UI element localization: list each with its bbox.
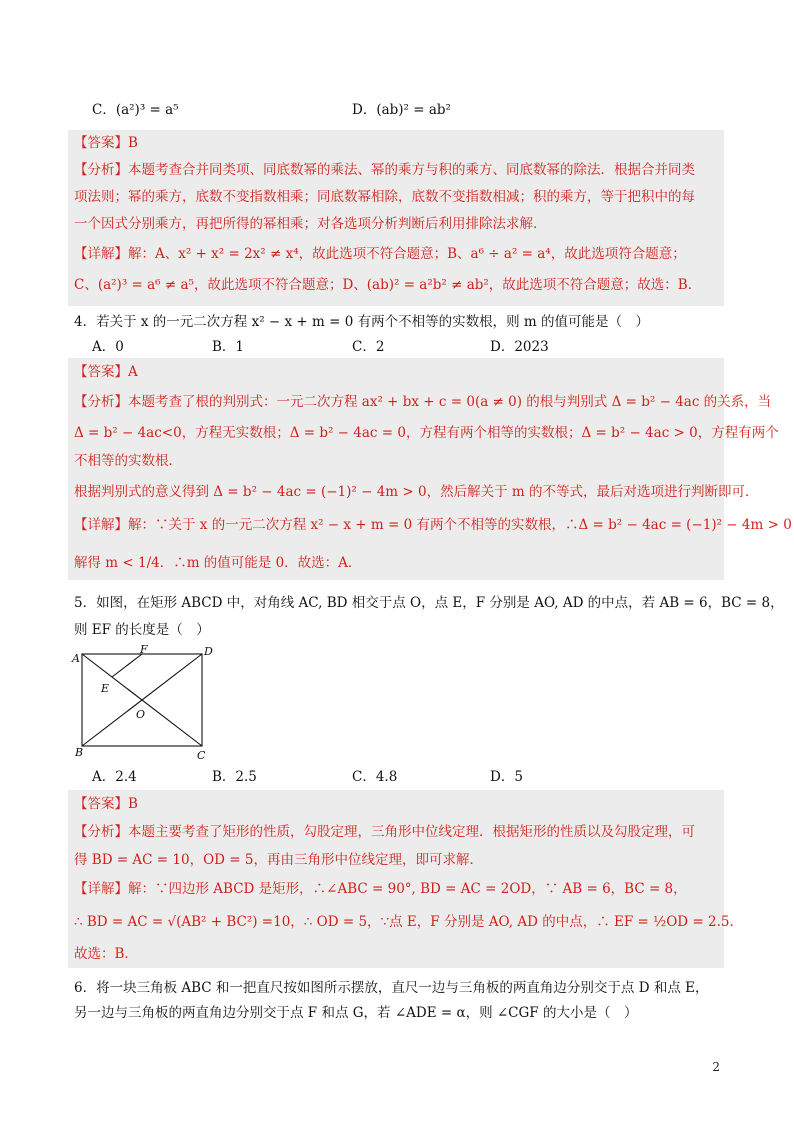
label-d: D <box>204 645 213 658</box>
q3-option-d: D．(ab)² = ab² <box>352 102 451 118</box>
q5-stem-line: 则 EF 的长度是（ ） <box>74 622 210 638</box>
q4-analysis-line: 【分析】本题考查了根的判别式：一元二次方程 ax² + bx + c = 0(a ≠ 0) 的根与判别式 Δ = b² − 4ac 的关系，当 <box>74 394 772 410</box>
label-c: C <box>197 749 206 762</box>
q4-analysis-line: 根据判别式的意义得到 Δ = b² − 4ac = (−1)² − 4m > 0，然后解关于 m 的不等式，最后对选项进行判断即可． <box>74 484 759 500</box>
q3-answer: 【答案】B <box>74 135 138 151</box>
q5-detail-line: 故选：B． <box>74 946 138 962</box>
label-o: O <box>136 708 146 721</box>
q5-detail-line: ∴ BD = AC = √(AB² + BC²) =10，∴ OD = 5，∵点 E，F 分别是 AO, AD 的中点，∴ EF = ½OD = 2.5． <box>74 914 743 930</box>
segment-ef <box>112 654 142 677</box>
label-a: A <box>72 652 80 665</box>
q6-stem-line: 另一边与三角板的两直角边分别交于点 F 和点 G，若 ∠ADE = α，则 ∠CGF 的大小是（ ） <box>74 1005 638 1021</box>
rectangle-diagram <box>70 642 220 764</box>
page-number: 2 <box>712 1060 720 1074</box>
q3-analysis-line: 项法则；幂的乘方，底数不变指数相乘；同底数幂相除，底数不变指数相减；积的乘方，等于把积中的每 <box>74 189 695 205</box>
q4-option-d: D．2023 <box>490 339 549 355</box>
label-e: E <box>101 682 110 695</box>
q4-stem: 4．若关于 x 的一元二次方程 x² − x + m = 0 有两个不相等的实数根，则 m 的值可能是（ ） <box>74 314 649 330</box>
q4-detail-line: 解得 m < 1/4．∴m 的值可能是 0．故选：A． <box>74 555 362 571</box>
q5-answer: 【答案】B <box>74 796 138 812</box>
q5-detail-line: 【详解】解：∵四边形 ABCD 是矩形，∴∠ABC = 90°, BD = AC = 2OD，∵ AB = 6，BC = 8， <box>74 881 687 897</box>
q5-option-c: C．4.8 <box>352 769 398 785</box>
q3-analysis-line: 一个因式分别乘方，再把所得的幂相乘；对各选项分析判断后利用排除法求解． <box>74 216 547 232</box>
q5-option-d: D．5 <box>490 769 523 785</box>
q3-analysis-line: 【分析】本题考查合并同类项、同底数幂的乘法、幂的乘方与积的乘方、同底数幂的除法．根据合并同类 <box>74 162 695 178</box>
label-f: F <box>140 643 148 656</box>
q4-option-b: B．1 <box>212 339 245 355</box>
q4-analysis-line: 不相等的实数根． <box>74 453 182 469</box>
q6-stem-line: 6．将一块三角板 ABC 和一把直尺按如图所示摆放，直尺一边与三角板的两直角边分别交于点 D 和点 E， <box>74 980 709 996</box>
q3-detail-line: 【详解】解：A、x² + x² = 2x² ≠ x⁴，故此选项不符合题意；B、a⁶ ÷ a² = a⁴，故此选项符合题意； <box>74 246 686 262</box>
q4-analysis-line: Δ = b² − 4ac<0，方程无实数根；Δ = b² − 4ac = 0，方程有两个相等的实数根；Δ = b² − 4ac > 0，方程有两个 <box>74 425 779 441</box>
q4-option-a: A．0 <box>92 339 124 355</box>
q4-answer: 【答案】A <box>74 364 138 380</box>
q3-option-c: C．(a²)³ = a⁵ <box>92 102 179 118</box>
q5-option-b: B．2.5 <box>212 769 257 785</box>
label-b: B <box>75 746 84 759</box>
q3-detail-line: C、(a²)³ = a⁶ ≠ a⁵，故此选项不符合题意；D、(ab)² = a²b² ≠ ab²，故此选项不符合题意；故选：B． <box>74 277 702 293</box>
q5-stem-line: 5．如图，在矩形 ABCD 中，对角线 AC, BD 相交于点 O，点 E，F 分别是 AO, AD 的中点，若 AB = 6，BC = 8， <box>74 595 784 611</box>
q5-option-a: A．2.4 <box>92 769 137 785</box>
q4-detail-line: 【详解】解：∵关于 x 的一元二次方程 x² − x + m = 0 有两个不相等的实数根，∴Δ = b² − 4ac = (−1)² − 4m > 0 <box>74 517 792 533</box>
q5-analysis-line: 【分析】本题主要考查了矩形的性质，勾股定理，三角形中位线定理．根据矩形的性质以及勾股定理，可 <box>74 824 695 840</box>
q5-analysis-line: 得 BD = AC = 10，OD = 5，再由三角形中位线定理，即可求解． <box>74 852 483 868</box>
q4-option-c: C．2 <box>352 339 385 355</box>
